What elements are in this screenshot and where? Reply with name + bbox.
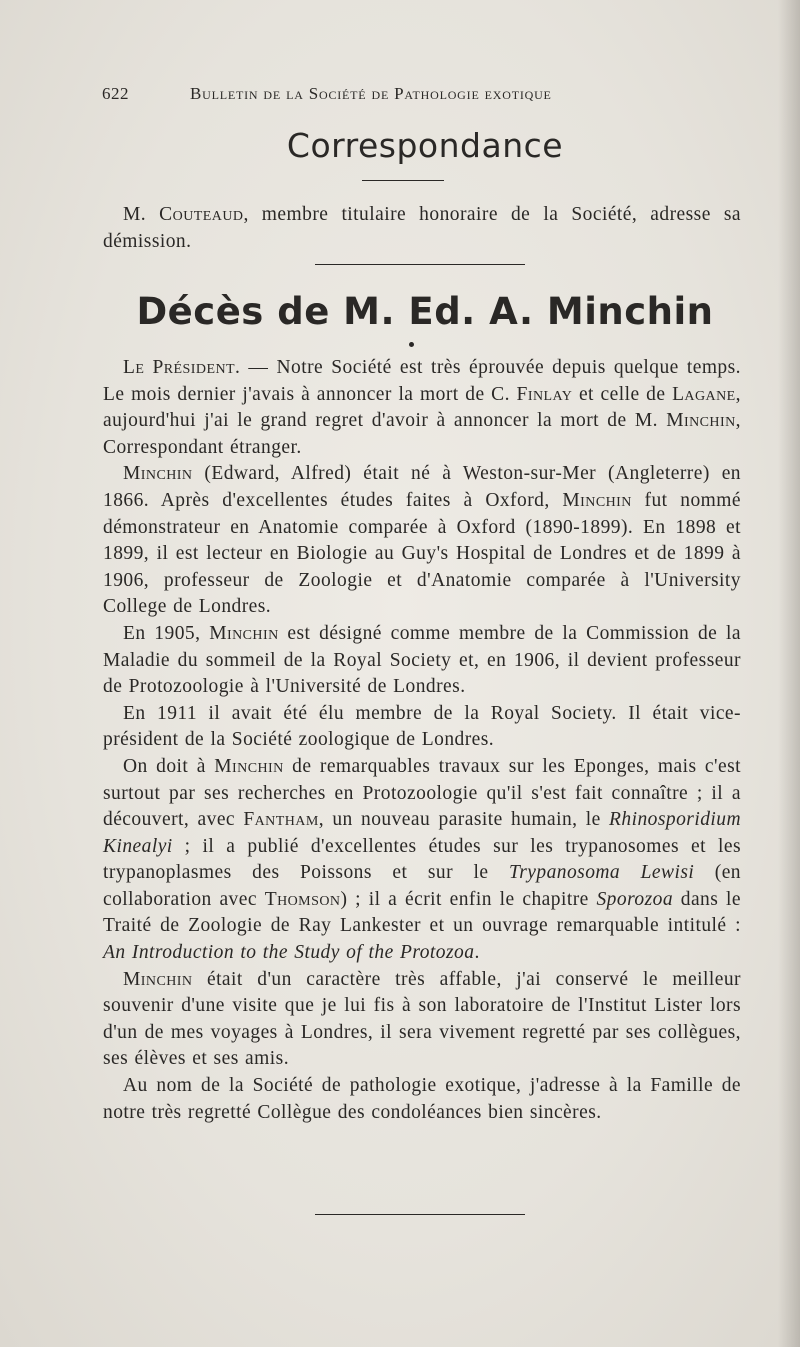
small-caps-name: Thomson	[264, 888, 341, 910]
small-caps-name: Minchin	[123, 968, 193, 990]
text-run: ) ; il a écrit enfin le chapitre	[340, 888, 597, 910]
text-run: , Correspondant étranger.	[103, 410, 741, 458]
italic-title: An Introduction to the Study of the Protozoa	[103, 942, 475, 964]
journal-title: Bulletin de la Société de Pathologie exotique	[190, 84, 552, 103]
small-caps-name: Le Président	[123, 357, 236, 378]
text-run: . — Notre Société est très éprouvée depuis quelque temps. Le mois dernier j'avais à annoncer la mort de C.	[103, 357, 741, 405]
small-caps-name: Finlay	[516, 383, 573, 405]
text-run: de remarquables travaux sur les Eponges, mais c'est surtout par ses recherches en Protozoologie qu'il s'est fait connaître ; il a découvert, avec	[103, 755, 741, 831]
italic-title: Trypanosoma Lewisi	[509, 862, 695, 884]
text-run: dans le Traité de Zoologie de Ray Lankester et un ouvrage remarquable intitulé :	[103, 888, 741, 937]
text-run: (en collaboration avec	[103, 862, 742, 910]
obituary-paragraph	[103, 754, 741, 967]
text-run: Au nom de la Société de pathologie exotique, j'adresse à la Famille de notre très regretté Collègue des condoléances bien sincères.	[103, 1075, 741, 1123]
rule-section-separator	[315, 264, 525, 265]
page-number: 622	[102, 84, 129, 103]
text-run: (Edward, Alfred) était né à Weston-sur-Mer (Angleterre) en 1866. Après d'excellentes études faites à Oxford,	[103, 463, 741, 511]
obituary-body	[103, 355, 741, 1126]
obituary-paragraph	[103, 355, 741, 461]
rule-under-correspondance	[362, 180, 444, 181]
italic-title: Rhinosporidium Kinealyi	[103, 809, 742, 857]
obituary-paragraph	[103, 461, 741, 621]
text-run: .	[474, 942, 480, 964]
text-run: fut nommé démonstrateur en Anatomie comparée à Oxford (1890-1899). En 1898 et 1899, il est lecteur en Biologie au Guy's Hospital de Londres et de 1899 à 1906, professeur de Zoologie et d'Anatomie comparée à l'University College de Londres.	[103, 489, 741, 618]
running-head	[102, 84, 662, 108]
correspondance-paragraph	[103, 202, 741, 255]
text-run: On doit à	[123, 755, 215, 777]
text-run: En 1911 il avait été élu membre de la Royal Society. Il était vice-président de la Société zoologique de Londres.	[103, 702, 741, 751]
small-caps-name: Fantham	[243, 809, 319, 831]
text-run: , aujourd'hui j'ai le grand regret d'avoir à annoncer la mort de M.	[103, 383, 741, 432]
obituary-paragraph	[103, 967, 741, 1073]
text-run: ; il a publié d'excellentes études sur les trypanosomes et les trypanoplasmes des Poissons et sur le	[103, 835, 741, 884]
text-run: , un nouveau parasite humain, le	[318, 809, 610, 831]
small-caps-name: Minchin	[209, 622, 279, 644]
small-caps-name: Minchin	[123, 463, 193, 485]
small-caps-name: Minchin	[214, 755, 284, 777]
italic-title: Sporozoa	[596, 888, 674, 910]
text-run: était d'un caractère très affable, j'ai conservé le meilleur souvenir d'une visite que je lui fis à son laboratoire de l'Institut Lister lors d'un de mes voyages à Londres, il sera vivement regretté par ses collègues, ses élèves et ses amis.	[103, 968, 741, 1070]
small-caps-name: Lagane	[672, 383, 736, 405]
small-caps-name: Couteaud	[159, 204, 244, 225]
rule-end-of-article	[315, 1214, 525, 1215]
text-run: est désigné comme membre de la Commission de la Maladie du sommeil de la Royal Society et, en 1906, il devient professeur de Protozoologie à l'Université de Londres.	[103, 622, 741, 698]
section-title-deces: Décès de M. Ed. A. Minchin	[136, 290, 714, 333]
obituary-paragraph	[103, 701, 741, 754]
paragraph	[103, 202, 741, 255]
ornament-dot	[409, 342, 414, 347]
page-edge-shadow	[778, 0, 800, 1347]
small-caps-name: Minchin	[562, 489, 632, 511]
text-run: , membre titulaire honoraire de la Société, adresse sa démission.	[103, 204, 741, 252]
text-run: et celle de	[572, 383, 673, 405]
small-caps-name: Minchin	[666, 410, 736, 432]
section-title-correspondance: Correspondance	[286, 126, 564, 165]
obituary-paragraph	[103, 1073, 741, 1126]
text-run: En 1905,	[123, 622, 210, 644]
text-run: M.	[123, 204, 160, 225]
obituary-paragraph	[103, 621, 741, 701]
